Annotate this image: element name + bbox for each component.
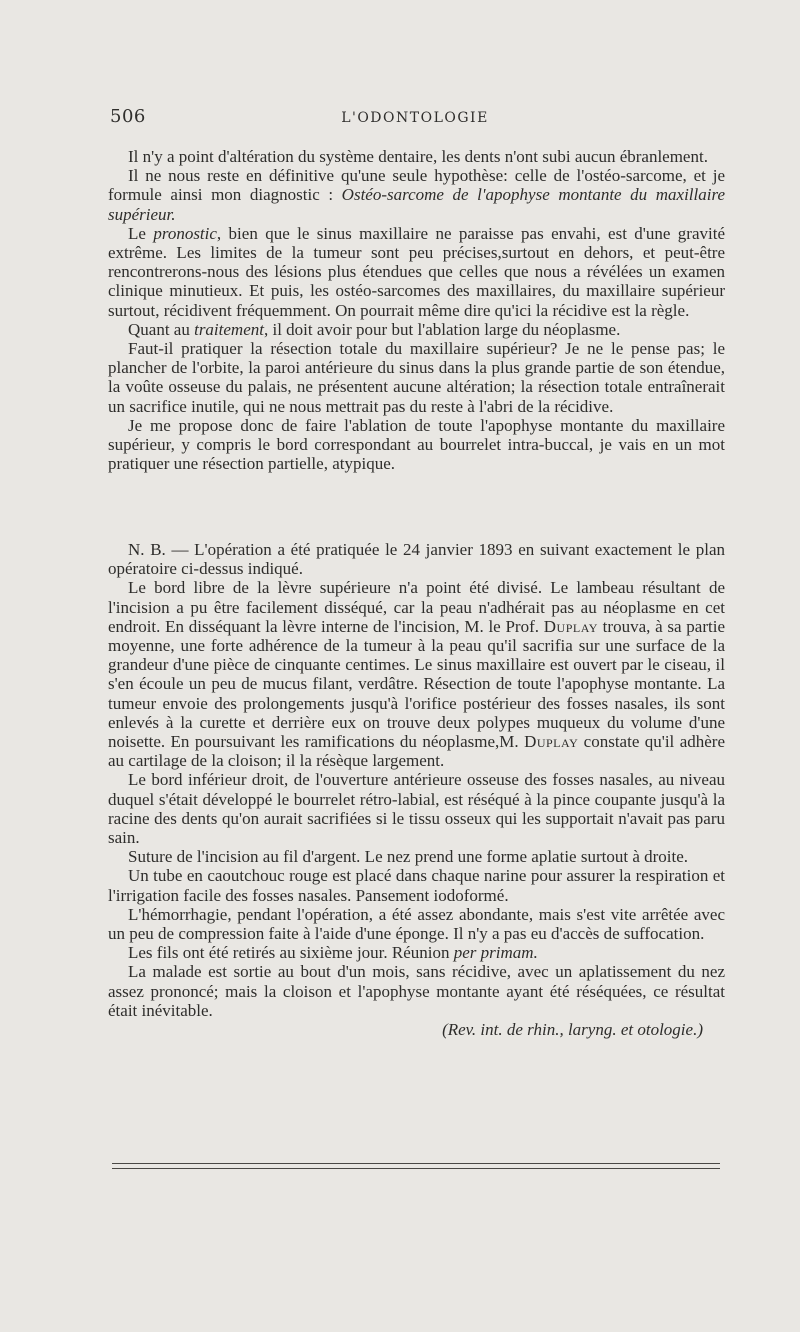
running-title: L'ODONTOLOGIE [341,110,489,126]
paragraph: Un tube en caoutchouc rouge est placé dans chaque narine pour assurer la respiration et l'irrigation facile des fosses nasales. Pansement iodoformé. [108,866,725,905]
paragraph: La malade est sortie au bout d'un mois, sans récidive, avec un aplatissement du nez assez prononcé; mais la cloison et l'apophyse montante ayant été réséquées, ce résultat était inévitable. [108,962,725,1020]
page-number: 506 [110,106,146,127]
paragraph-diagnosis [108,166,725,224]
citation: (Rev. int. de rhin., laryng. et otologie.) [442,1020,703,1040]
paragraph-treatment [108,320,725,339]
text-run: Les fils ont été retirés au sixième jour. Réunion [128,943,454,963]
latin-phrase: per primam. [453,943,538,963]
prognosis-term: pronostic [153,223,217,243]
diagnosis-emphasis: Ostéo-sarcome de l'apophyse montante du maxillaire supérieur. [108,185,726,224]
paragraph: Il n'y a point d'altération du système dentaire, les dents n'ont subi aucun ébranlement. [128,147,708,166]
nota-bene-intro: N. B. — L'opération a été pratiquée le 24 janvier 1893 en suivant exactement le plan opératoire ci-dessus indiqué. [108,540,725,579]
paragraph: L'hémorrhagie, pendant l'opération, a été assez abondante, mais s'est vite arrêtée avec un peu de compression faite à l'aide d'une éponge. Il n'y a pas eu d'accès de suffocation. [108,904,725,944]
paragraph: Le bord inférieur droit, de l'ouverture antérieure osseuse des fosses nasales, au niveau duquel s'était développé le bourrelet rétro-labial, est réséqué à la pince coupante jusqu'à la racine des dents qu'on aurait sacrifiées si le tissu osseux qui les supportait n'avait pas paru sain. [108,770,725,848]
text-run: Il ne nous reste en définitive qu'une seule hypothèse: celle de l'ostéo-sarcome, et je formule ainsi mon diagnostic : [108,166,725,205]
closing-rule-bottom [112,1168,720,1169]
paragraph: Faut-il pratiquer la résection totale du maxillaire supérieur? Je ne le pense pas; le plancher de l'orbite, la paroi antérieure du sinus dans la plus grande partie de son étendue, la voûte osseuse du palais, ne présentent aucune altération; la résection totale entraînerait un sacrifice inutile, qui ne nous mettrait pas du reste à l'abri de la récidive. [108,339,725,416]
paragraph [108,578,725,770]
page-header [110,100,720,130]
paragraph-prognosis [108,224,725,320]
text-run: Le bord libre de la lèvre supérieure n'a point été divisé. Le lambeau résultant de l'incision a pu être facilement disséqué, car la peau n'adhérait pas au néoplasme en cet endroit. En disséquant la lèvre interne de l'incision, M. le Prof. [108,578,725,636]
closing-rule-top [112,1163,720,1164]
paragraph: Je me propose donc de faire l'ablation de toute l'apophyse montante du maxillaire supérieur, y compris le bord correspondant au bourrelet intra-buccal, je vais en un mot pratiquer une résection partielle, atypique. [108,415,725,474]
text-run: constate qu'il adhère au cartilage de la cloison; il la résèque largement. [108,732,725,771]
text-run: trouva, à sa partie moyenne, une forte adhérence de la tumeur à la peau qu'il sacrifia sur une surface de la grandeur d'une pièce de cinquante centimes. Le sinus maxillaire est ouvert par le ciseau, il s'en écoule un peu de mucus filant, verdâtre. Résection de toute l'apophyse montante. La tumeur envoie des prolongements jusqu'à l'orifice postérieur des fosses nasales, ils sont enlevés à la curette et derrière eux on trouve deux polypes muqueux du volume d'une noisette. En poursuivant les ramifications du néoplasme,M. [108,616,725,752]
paragraph: Suture de l'incision au fil d'argent. Le nez prend une forme aplatie surtout à droite. [128,847,689,867]
text-run: Le [128,223,154,243]
surgeon-name: Duplay [524,732,579,752]
text-run: , il doit avoir pour but l'ablation large du néoplasme. [263,319,621,339]
treatment-term: traitement [194,319,264,339]
paragraph [108,943,725,962]
text-run: , bien que le sinus maxillaire ne paraisse pas envahi, est d'une gravité extrême. Les limites de la tumeur sont peu précises,surtout en dehors, et peut-être rencontrerons-nous des lésions plus étendues que celles que nous a révélées un examen clinique minutieux. Et puis, les ostéo-sarcomes des maxillaires, du maxillaire supérieur surtout, récidivent fréquemment. On pourrait même dire qu'ici la récidive est la règle. [108,223,725,320]
main-text [108,147,725,473]
surgeon-name: Duplay [543,616,598,636]
nota-bene-section [108,540,725,1039]
text-run: Quant au [128,319,195,339]
